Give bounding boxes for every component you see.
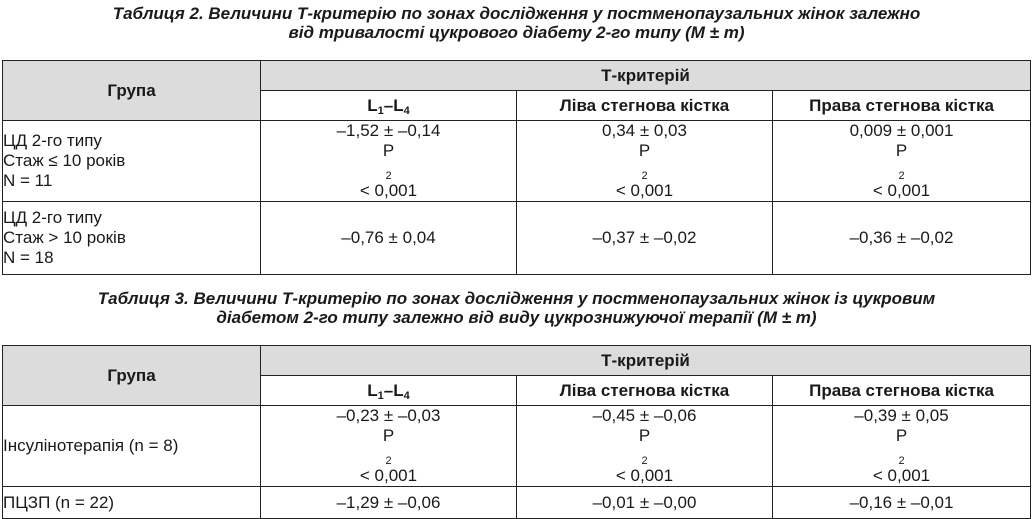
table3-col-l1-l4: $L_1-L_4$ — [261, 376, 517, 406]
table3-row1-right: –0,39 ± 0,05 P $_2$ < 0,001 — [773, 406, 1031, 487]
table2-row1-left: 0,34 ± 0,03 P $_2$ < 0,001 — [517, 121, 773, 202]
table2-row1-right: 0,009 ± 0,001 P $_2$ < 0,001 — [773, 121, 1031, 202]
table2-caption-line1: Таблиця 2. Величини Т-критерію по зонах дослідження у постменопаузальних жінок залежно — [112, 4, 921, 23]
table2-col-right-hip: Права стегнова кістка — [773, 91, 1031, 121]
table2-row2-right: –0,36 ± –0,02 — [773, 202, 1031, 275]
table3-row2-group: ПЦЗП (n = 22) — [3, 487, 261, 519]
table3-col-left-hip: Ліва стегнова кістка — [517, 376, 773, 406]
table2-col-l1-l4: $L_1-L_4$ — [261, 91, 517, 121]
table2-row1-l1l4: –1,52 ± –0,14 P $_2$ < 0,001 — [261, 121, 517, 202]
table2-row2-group: ЦД 2-го типу Стаж > 10 років N = 18 — [3, 202, 261, 275]
table-row — [3, 121, 1031, 202]
table3-row1-left: –0,45 ± –0,06 P $_2$ < 0,001 — [517, 406, 773, 487]
table2-row2-left: –0,37 ± –0,02 — [517, 202, 773, 275]
table3-row1-group: Інсулінотерапія (n = 8) — [3, 406, 261, 487]
table3-header-group: Група — [3, 346, 261, 406]
table3-row1-l1l4: –0,23 ± –0,03 P $_2$ < 0,001 — [261, 406, 517, 487]
table2-row2-l1l4: –0,76 ± 0,04 — [261, 202, 517, 275]
table3-caption-line1: Таблиця 3. Величини Т-критерію по зонах дослідження у постменопаузальних жінок із цукровим — [97, 289, 936, 308]
table2-caption-line2: від тривалості цукрового діабету 2-го типу (M ± m) — [288, 23, 745, 42]
table3-caption — [0, 289, 1033, 327]
table2-row1-group: ЦД 2-го типу Стаж ≤ 10 років N = 11 — [3, 121, 261, 202]
table2 — [2, 60, 1031, 275]
table3-col-right-hip: Права стегнова кістка — [773, 376, 1031, 406]
table-row — [3, 487, 1031, 519]
table2-header-group: Група — [3, 61, 261, 121]
table3-row2-left: –0,01 ± –0,00 — [517, 487, 773, 519]
table3-row2-right: –0,16 ± –0,01 — [773, 487, 1031, 519]
table3-row2-l1l4: –1,29 ± –0,06 — [261, 487, 517, 519]
table-row — [3, 406, 1031, 487]
table-row — [3, 202, 1031, 275]
table2-col-left-hip: Ліва стегнова кістка — [517, 91, 773, 121]
table2-caption — [0, 4, 1033, 42]
table3-header-t-criterion: Т-критерій — [261, 346, 1031, 376]
table3-caption-line2: діабетом 2-го типу залежно від виду цукрознижуючої терапії (M ± m) — [216, 308, 817, 327]
table2-header-t-criterion: Т-критерій — [261, 61, 1031, 91]
